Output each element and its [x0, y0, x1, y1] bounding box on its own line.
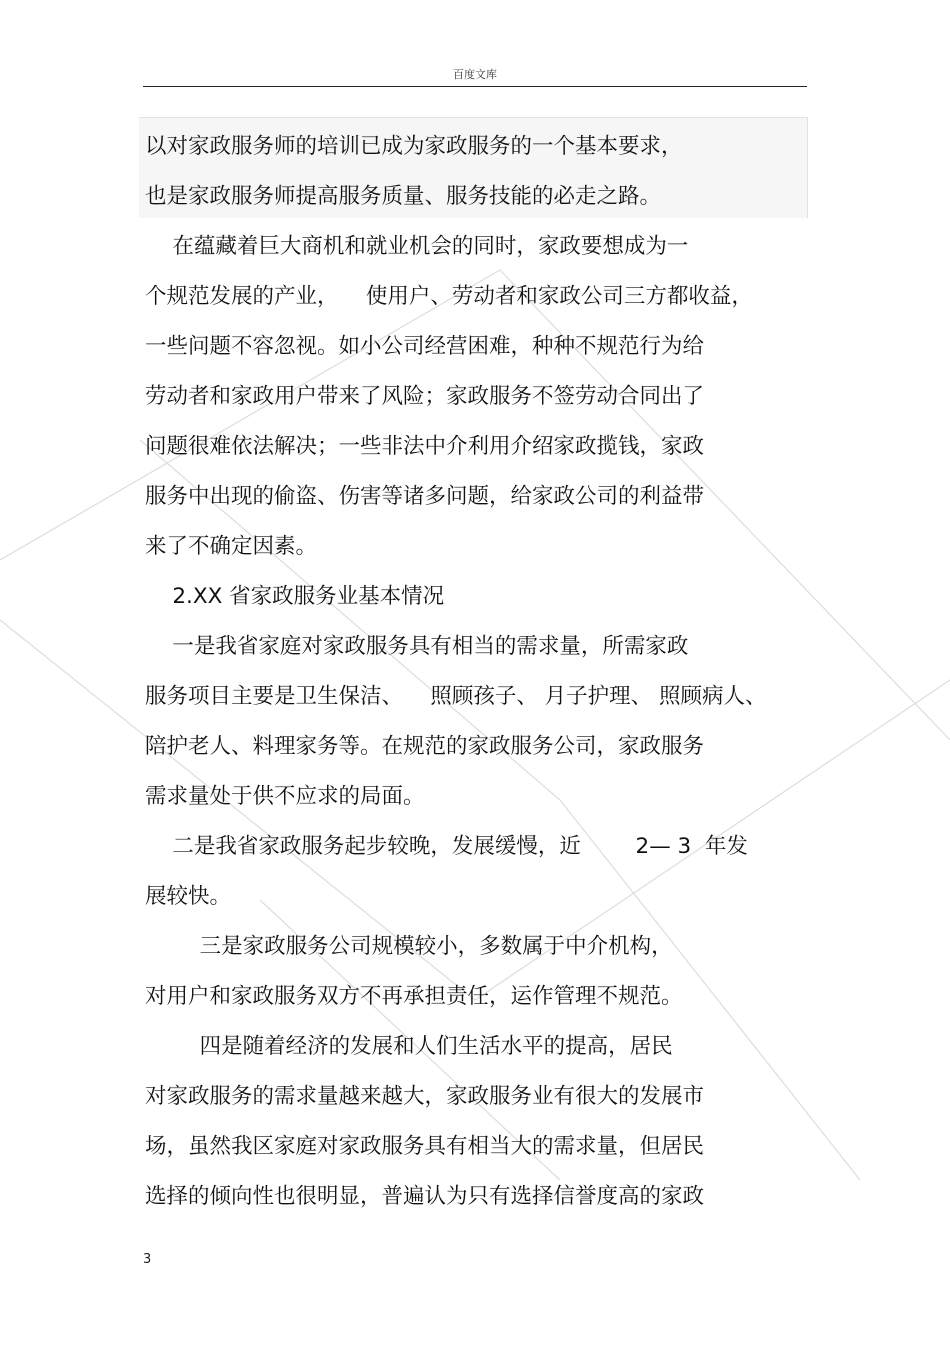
- text-line: 个规范发展的产业， 使用户、劳动者和家政公司三方都收益，: [145, 284, 753, 309]
- text-line: 劳动者和家政用户带来了风险；家政服务不签劳动合同出了: [145, 384, 705, 409]
- text-line: 对用户和家政服务双方不再承担责任，运作管理不规范。: [145, 984, 683, 1009]
- text-line: 对家政服务的需求量越来越大，家政服务业有很大的发展市: [145, 1084, 705, 1109]
- text-line: 选择的倾向性也很明显，普遍认为只有选择信誉度高的家政: [145, 1184, 705, 1209]
- text-line: 一些问题不容忽视。如小公司经营困难，种种不规范行为给: [145, 334, 705, 359]
- text-line: 问题很难依法解决；一些非法中介利用介绍家政揽钱，家政: [145, 434, 705, 459]
- text-line: 来了不确定因素。: [145, 534, 318, 559]
- header-title: 百度文库: [453, 68, 497, 81]
- text-line: 四是随着经济的发展和人们生活水平的提高，居民: [145, 1034, 673, 1059]
- text-line: 场，虽然我区家庭对家政服务具有相当大的需求量，但居民: [145, 1134, 705, 1159]
- header-rule: [143, 86, 807, 87]
- section-heading: 2.XX 省家政服务业基本情况: [145, 584, 445, 609]
- text-line: 也是家政服务师提高服务质量、服务技能的必走之路。: [145, 184, 662, 209]
- text-line: 需求量处于供不应求的局面。: [145, 784, 425, 809]
- page-number: 3: [143, 1252, 152, 1267]
- text-line: 以对家政服务师的培训已成为家政服务的一个基本要求，: [145, 134, 683, 159]
- text-line: 一是我省家庭对家政服务具有相当的需求量，所需家政: [145, 634, 689, 659]
- text-line: 二是我省家政服务起步较晚，发展缓慢，近 2— 3 年发: [145, 834, 748, 859]
- text-line: 在蕴藏着巨大商机和就业机会的同时，家政要想成为一: [145, 234, 689, 259]
- text-line: 三是家政服务公司规模较小，多数属于中介机构，: [145, 934, 673, 959]
- text-line: 陪护老人、料理家务等。在规范的家政服务公司，家政服务: [145, 734, 705, 759]
- text-line: 展较快。: [145, 884, 232, 909]
- text-line: 服务中出现的偷盗、伤害等诸多问题，给家政公司的利益带: [145, 484, 705, 509]
- text-line: 服务项目主要是卫生保洁、 照顾孩子、 月子护理、 照顾病人、: [145, 684, 767, 709]
